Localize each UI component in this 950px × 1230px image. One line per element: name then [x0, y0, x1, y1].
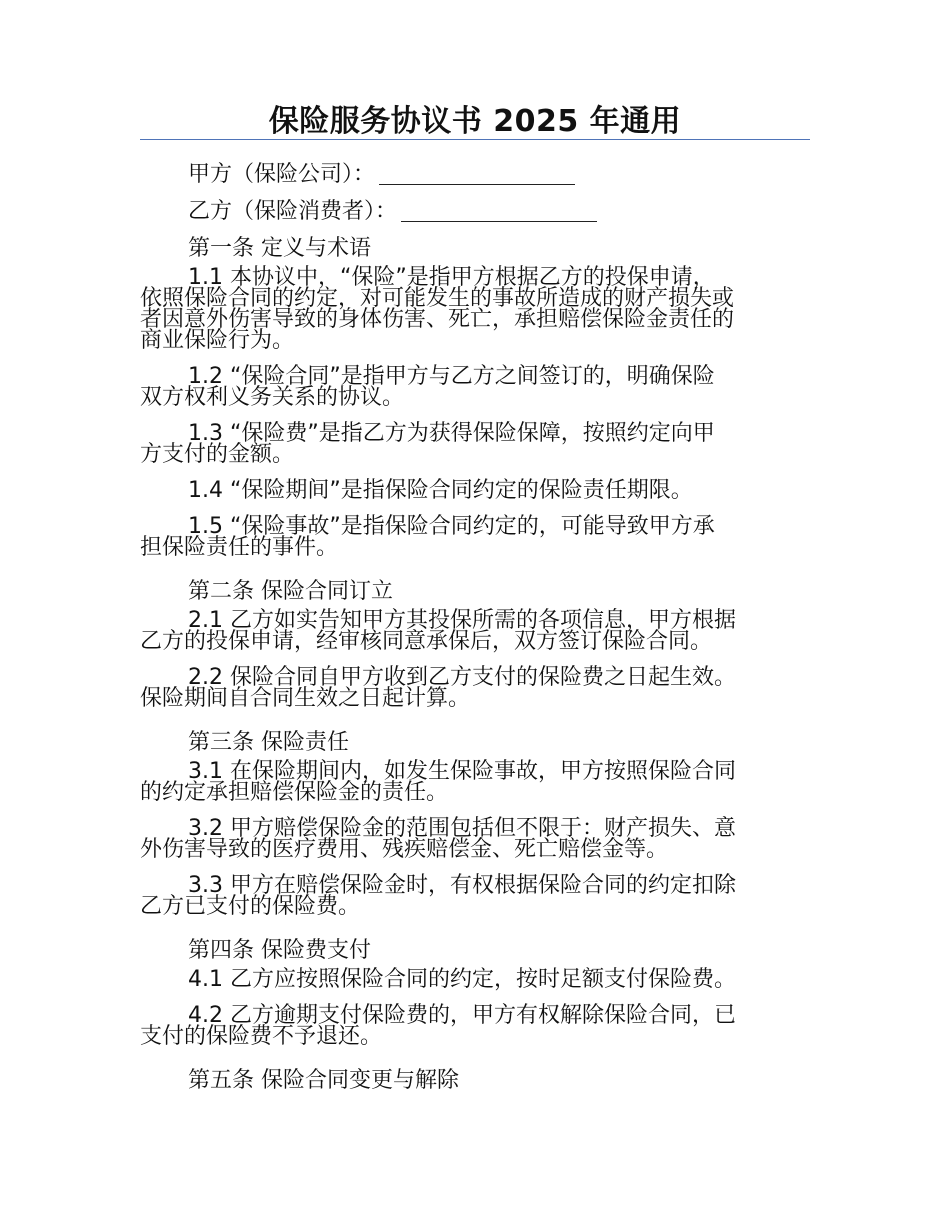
- clause-line: 4.2 乙方逾期支付保险费的，甲方有权解除保险合同，已: [188, 1003, 736, 1028]
- clause-line: 1.2 “保险合同”是指甲方与乙方之间签订的，明确保险: [188, 364, 715, 389]
- clause-line: 乙方的投保申请，经审核同意承保后，双方签订保险合同。: [140, 629, 713, 654]
- clause-line: 1.3 “保险费”是指乙方为获得保险保障，按照约定向甲: [188, 421, 715, 446]
- clause-line: 依照保险合同的约定，对可能发生的事故所造成的财产损失或: [140, 286, 735, 311]
- title-underline: [140, 139, 810, 140]
- party-a-label: 甲方（保险公司）：: [188, 162, 376, 187]
- section-heading: 第三条 保险责任: [188, 730, 349, 755]
- party-a-blank[interactable]: [379, 162, 575, 185]
- party-b-blank[interactable]: [401, 199, 597, 222]
- clause-paragraph: [140, 366, 810, 408]
- document-body: [140, 156, 810, 1099]
- clause-line: 3.3 甲方在赔偿保险金时，有权根据保险合同的约定扣除: [188, 873, 736, 898]
- clause-line: 方支付的金额。: [140, 442, 295, 467]
- document-title: 保险服务协议书 2025 年通用: [268, 104, 682, 139]
- clause-paragraph: [140, 480, 810, 501]
- clause-line: 3.2 甲方赔偿保险金的范围包括但不限于：财产损失、意: [188, 816, 736, 841]
- clause-line: 商业保险行为。: [140, 328, 295, 353]
- party-a-line: [140, 156, 810, 193]
- clause-line: 保险期间自合同生效之日起计算。: [140, 686, 471, 711]
- clause-line: 的约定承担赔偿保险金的责任。: [140, 780, 449, 805]
- clause-paragraph: [140, 818, 810, 860]
- clause-line: 3.1 在保险期间内，如发生保险事故，甲方按照保险合同: [188, 759, 736, 784]
- party-b-label: 乙方（保险消费者）：: [188, 199, 398, 224]
- clause-paragraph: [140, 1005, 810, 1047]
- clause-line: 1.5 “保险事故”是指保险合同约定的，可能导致甲方承: [188, 514, 715, 539]
- clause-paragraph: [140, 761, 810, 803]
- clause-line: 4.1 乙方应按照保险合同的约定，按时足额支付保险费。: [188, 967, 736, 992]
- clause-line: 1.1 本协议中，“保险”是指甲方根据乙方的投保申请，: [188, 265, 715, 290]
- section-heading: 第一条 定义与术语: [188, 236, 371, 261]
- section-heading: 第四条 保险费支付: [188, 938, 371, 963]
- clause-paragraph: [140, 267, 810, 351]
- clause-paragraph: [140, 969, 810, 990]
- clause-paragraph: [140, 667, 810, 709]
- sections: [140, 230, 810, 1099]
- clause-line: 双方权利义务关系的协议。: [140, 385, 405, 410]
- clause-paragraph: [140, 423, 810, 465]
- clause-paragraph: [140, 516, 810, 558]
- clause-line: 2.2 保险合同自甲方收到乙方支付的保险费之日起生效。: [188, 665, 736, 690]
- clause-paragraph: [140, 610, 810, 652]
- clause-line: 外伤害导致的医疗费用、残疾赔偿金、死亡赔偿金等。: [140, 837, 669, 862]
- clause-line: 者因意外伤害导致的身体伤害、死亡，承担赔偿保险金责任的: [140, 307, 735, 332]
- clause-line: 1.4 “保险期间”是指保险合同约定的保险责任期限。: [188, 478, 693, 503]
- section-heading: 第二条 保险合同订立: [188, 579, 393, 604]
- clause-paragraph: [140, 875, 810, 917]
- clause-line: 2.1 乙方如实告知甲方其投保所需的各项信息，甲方根据: [188, 608, 736, 633]
- clause-line: 乙方已支付的保险费。: [140, 894, 361, 919]
- clause-line: 支付的保险费不予退还。: [140, 1024, 383, 1049]
- clause-line: 担保险责任的事件。: [140, 535, 339, 560]
- section-heading: 第五条 保险合同变更与解除: [188, 1068, 459, 1093]
- party-b-line: [140, 193, 810, 230]
